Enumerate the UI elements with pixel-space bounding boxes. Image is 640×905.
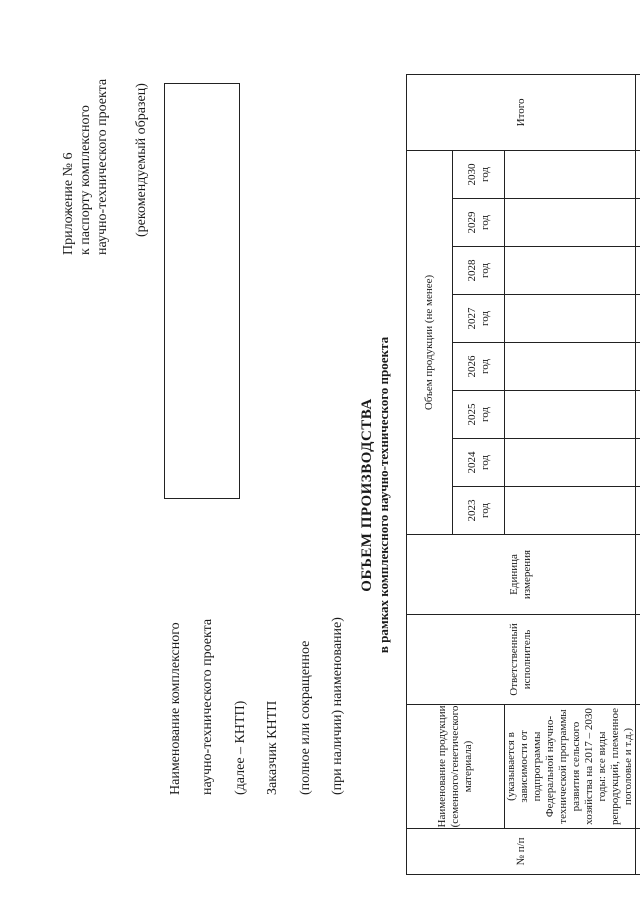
year-cell <box>505 439 636 487</box>
project-name-label: научно-технического проекта <box>200 618 216 795</box>
col-total-header: Итого <box>407 74 636 150</box>
col-responsible-header: Ответственный исполнитель <box>407 615 636 705</box>
year-cell <box>505 343 636 391</box>
project-fields-box <box>164 83 240 499</box>
recommended-sample-note: (рекомендуемый образец) <box>134 83 149 237</box>
col-product-note: (указывается в зависимости от подпрограммы Федеральной научно-технической программы развития сельского хозяйства на 2017 – 2030 годы: все виды репродукций, племенное поголовье и т.д.) <box>505 705 636 829</box>
year-2024-header: 2024 год <box>453 439 505 487</box>
appendix-note <box>60 79 111 255</box>
year-cell <box>505 487 636 535</box>
col-unit-header: Единица измерения <box>407 535 636 615</box>
production-volume-table <box>406 74 640 875</box>
table-cell <box>636 150 640 198</box>
table-cell <box>636 705 640 829</box>
year-2025-header: 2025 год <box>453 391 505 439</box>
year-2030-header: 2030 год <box>453 150 505 198</box>
table-cell <box>636 295 640 343</box>
table-cell <box>636 391 640 439</box>
table-cell <box>636 247 640 295</box>
project-name-label: Наименование комплексного <box>168 622 183 795</box>
volume-header: Объем продукции (не менее) <box>407 150 453 534</box>
project-field-labels <box>160 617 354 795</box>
customer-note: (при наличии) наименование) <box>329 617 345 795</box>
year-2026-header: 2026 год <box>453 343 505 391</box>
year-2023-header: 2023 год <box>453 487 505 535</box>
appendix-line: к паспорту комплексного <box>78 105 93 255</box>
customer-label: Заказчик КНТП <box>265 700 281 795</box>
year-cell <box>505 247 636 295</box>
col-product-header: Наименование продукции (семенного/генетического материала) <box>407 705 505 829</box>
year-2028-header: 2028 год <box>453 247 505 295</box>
title-sub: в рамках комплексного научно-технического проекта <box>376 336 391 654</box>
table-cell <box>636 199 640 247</box>
appendix-line: Приложение № 6 <box>61 152 76 255</box>
table-cell <box>636 74 640 150</box>
appendix-line: научно-технического проекта <box>95 78 110 255</box>
col-number-header: № п/п <box>407 829 636 875</box>
document-title <box>358 215 392 775</box>
field-divider <box>239 84 240 498</box>
year-2027-header: 2027 год <box>453 295 505 343</box>
year-2029-header: 2029 год <box>453 199 505 247</box>
table-cell <box>636 829 640 875</box>
table-cell <box>636 343 640 391</box>
table-cell <box>636 615 640 705</box>
table-cell <box>636 535 640 615</box>
year-cell <box>505 199 636 247</box>
customer-note: (полное или сокращенное <box>297 640 313 795</box>
project-abbr-label: (далее – КНТП) <box>232 700 248 795</box>
title-main: ОБЪЕМ ПРОИЗВОДСТВА <box>359 398 375 592</box>
year-cell <box>505 150 636 198</box>
table-cell <box>636 487 640 535</box>
table-cell <box>636 439 640 487</box>
year-cell <box>505 295 636 343</box>
year-cell <box>505 391 636 439</box>
